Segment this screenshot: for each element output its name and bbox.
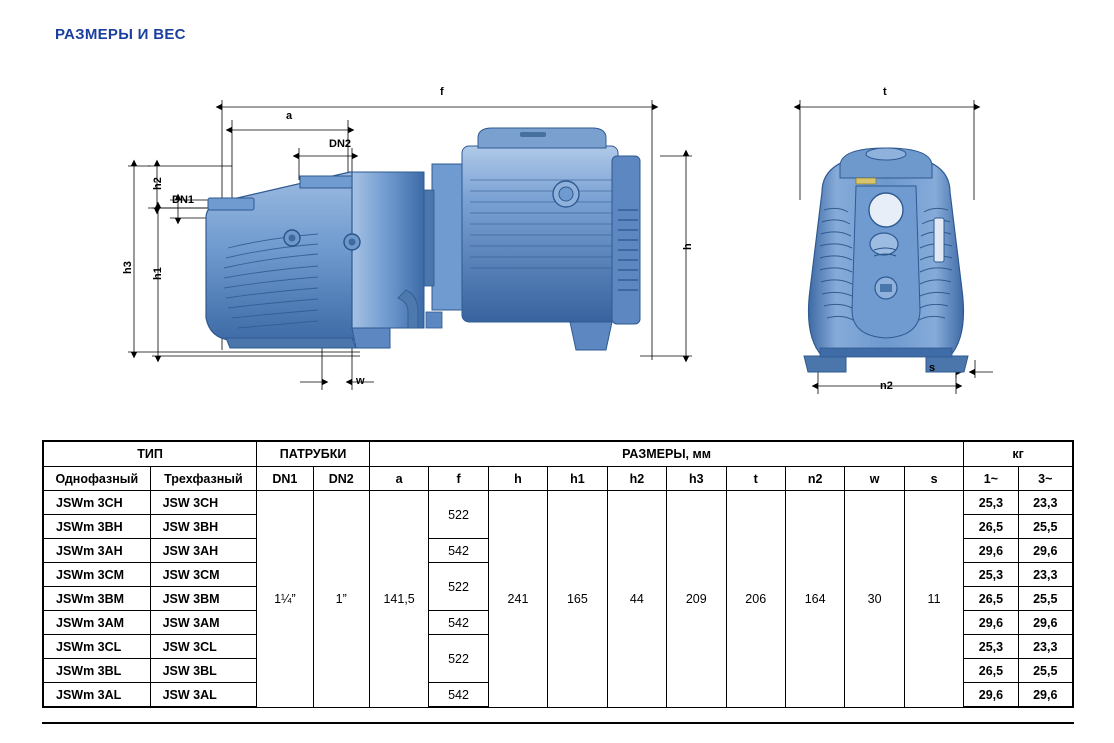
table-row: [43, 491, 1073, 515]
cell-h: 241: [488, 491, 547, 708]
dim-label-f: f: [440, 86, 444, 98]
pump-front-view: [206, 128, 640, 350]
dim-label-dn2: DN2: [329, 138, 352, 150]
header-weight: кг: [964, 441, 1073, 467]
header-weight-1ph: 1~: [964, 467, 1018, 491]
footer-rule: [42, 722, 1074, 724]
cell-h3: 209: [667, 491, 726, 708]
cell-weight-1ph: 25,3: [964, 635, 1018, 659]
cell-a: 141,5: [369, 491, 428, 708]
cell-weight-3ph: 23,3: [1018, 635, 1073, 659]
cell-three: JSW 3BM: [150, 587, 257, 611]
dim-label-h: h: [682, 243, 694, 250]
header-weight-3ph: 3~: [1018, 467, 1073, 491]
dim-label-s: s: [929, 362, 936, 374]
header-dn1: DN1: [257, 467, 313, 491]
cell-three: JSW 3CH: [150, 491, 257, 515]
header-n2: n2: [785, 467, 844, 491]
cell-s: 11: [904, 491, 963, 708]
cell-weight-3ph: 29,6: [1018, 683, 1073, 708]
header-h2: h2: [607, 467, 666, 491]
cell-single: JSWm 3CH: [43, 491, 150, 515]
header-s: s: [904, 467, 963, 491]
cell-weight-1ph: 26,5: [964, 587, 1018, 611]
cell-single: JSWm 3AL: [43, 683, 150, 708]
cell-f: 542: [429, 539, 488, 563]
cell-three: JSW 3AM: [150, 611, 257, 635]
dim-label-h3: h3: [122, 261, 134, 274]
header-t: t: [726, 467, 785, 491]
cell-single: JSWm 3CL: [43, 635, 150, 659]
cell-h1: 165: [548, 491, 607, 708]
dim-label-t: t: [883, 86, 887, 98]
cell-t: 206: [726, 491, 785, 708]
header-h3: h3: [667, 467, 726, 491]
cell-weight-1ph: 29,6: [964, 611, 1018, 635]
table-header-group-row: [43, 441, 1073, 467]
cell-weight-1ph: 29,6: [964, 683, 1018, 708]
cell-single: JSWm 3CM: [43, 563, 150, 587]
dimensions-table-wrap: [42, 440, 1074, 708]
dim-label-h2: h2: [152, 177, 164, 190]
header-h1: h1: [548, 467, 607, 491]
cell-f: 522: [429, 491, 488, 539]
pump-drawing-svg: [0, 60, 1114, 430]
pump-side-view: [804, 148, 968, 372]
dim-label-n2: n2: [880, 380, 893, 392]
dimensions-table: [42, 440, 1074, 708]
cell-weight-3ph: 25,5: [1018, 515, 1073, 539]
dim-label-dn1: DN1: [172, 194, 195, 206]
technical-drawing: [0, 60, 1114, 430]
cell-weight-1ph: 25,3: [964, 491, 1018, 515]
cell-f: 522: [429, 563, 488, 611]
dim-label-a: a: [286, 110, 293, 122]
cell-dn1: 1¼”: [257, 491, 313, 708]
header-single-phase: Однофазный: [43, 467, 150, 491]
cell-weight-3ph: 23,3: [1018, 563, 1073, 587]
cell-three: JSW 3BL: [150, 659, 257, 683]
table-header-row: [43, 467, 1073, 491]
cell-weight-3ph: 23,3: [1018, 491, 1073, 515]
cell-dn2: 1”: [313, 491, 369, 708]
header-ports: ПАТРУБКИ: [257, 441, 370, 467]
header-h: h: [488, 467, 547, 491]
cell-f: 542: [429, 683, 488, 708]
cell-weight-3ph: 29,6: [1018, 539, 1073, 563]
cell-w: 30: [845, 491, 904, 708]
cell-weight-1ph: 26,5: [964, 515, 1018, 539]
cell-weight-3ph: 25,5: [1018, 587, 1073, 611]
cell-h2: 44: [607, 491, 666, 708]
header-w: w: [845, 467, 904, 491]
cell-three: JSW 3AL: [150, 683, 257, 708]
cell-f: 542: [429, 611, 488, 635]
cell-three: JSW 3CM: [150, 563, 257, 587]
cell-single: JSWm 3AM: [43, 611, 150, 635]
cell-single: JSWm 3BH: [43, 515, 150, 539]
header-type: ТИП: [43, 441, 257, 467]
cell-weight-3ph: 29,6: [1018, 611, 1073, 635]
header-three-phase: Трехфазный: [150, 467, 257, 491]
dim-label-h1: h1: [152, 267, 164, 280]
cell-weight-1ph: 26,5: [964, 659, 1018, 683]
cell-n2: 164: [785, 491, 844, 708]
header-dn2: DN2: [313, 467, 369, 491]
cell-three: JSW 3BH: [150, 515, 257, 539]
cell-weight-1ph: 25,3: [964, 563, 1018, 587]
header-f: f: [429, 467, 488, 491]
cell-three: JSW 3CL: [150, 635, 257, 659]
page-title: РАЗМЕРЫ И ВЕС: [55, 26, 186, 43]
cell-single: JSWm 3BL: [43, 659, 150, 683]
cell-weight-1ph: 29,6: [964, 539, 1018, 563]
cell-f: 522: [429, 635, 488, 683]
cell-three: JSW 3AH: [150, 539, 257, 563]
cell-single: JSWm 3AH: [43, 539, 150, 563]
dim-label-w: w: [356, 375, 365, 387]
header-a: a: [369, 467, 428, 491]
cell-single: JSWm 3BM: [43, 587, 150, 611]
cell-weight-3ph: 25,5: [1018, 659, 1073, 683]
header-dimensions: РАЗМЕРЫ, мм: [369, 441, 963, 467]
